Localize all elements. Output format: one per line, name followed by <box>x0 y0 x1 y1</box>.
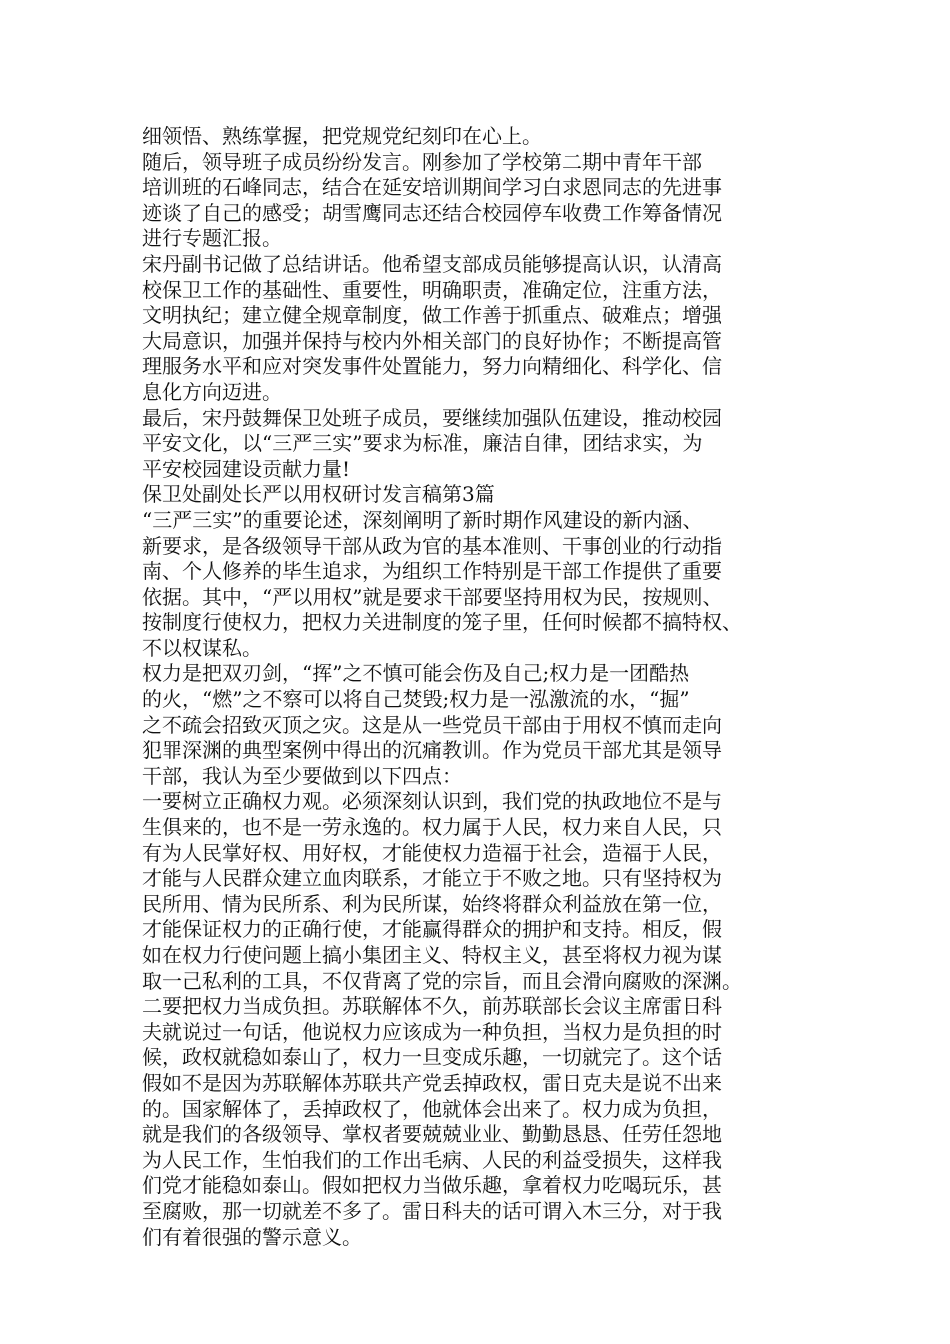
text-line: 细领悟、熟练掌握，把党规党纪刻印在心上。 <box>142 124 542 148</box>
text-line: 才能与人民群众建立血肉联系，才能立于不败之地。只有坚持权为 <box>142 866 722 891</box>
text-line: 迹谈了自己的感受；胡雪鹰同志还结合校园停车收费工作筹备情况 <box>142 200 722 225</box>
text-line: 大局意识，加强并保持与校内外相关部门的良好协作；不断提高管 <box>142 328 722 353</box>
text-line: 文明执纪；建立健全规章制度，做工作善于抓重点、破难点；增强 <box>142 303 722 328</box>
text-line: 宋丹副书记做了总结讲话。他希望支部成员能够提高认识，认清高 <box>142 251 722 276</box>
text-line: 校保卫工作的基础性、重要性，明确职责，准确定位，注重方法， <box>142 277 722 302</box>
text-line: 平安校园建设贡献力量! <box>142 456 351 481</box>
text-line: 培训班的石峰同志，结合在延安培训期间学习白求恩同志的先进事 <box>142 175 722 200</box>
text-line: 至腐败，那一切就差不多了。雷日科夫的话可谓入木三分，对于我 <box>142 1198 722 1223</box>
text-line: 最后，宋丹鼓舞保卫处班子成员，要继续加强队伍建设，推动校园 <box>142 405 722 430</box>
text-line: 犯罪深渊的典型案例中得出的沉痛教训。作为党员干部尤其是领导 <box>142 738 722 763</box>
text-line: 有为人民掌好权、用好权，才能使权力造福于社会，造福于人民， <box>142 840 722 865</box>
text-line: 民所用、情为民所系、利为民所谋，始终将群众利益放在第一位， <box>142 891 722 916</box>
text-line: 就是我们的各级领导、掌权者要兢兢业业、勤勤恳恳、任劳任怨地 <box>142 1122 722 1147</box>
text-line: 们有着很强的警示意义。 <box>142 1224 362 1249</box>
text-line: 之不疏会招致灭顶之灾。这是从一些党员干部由于用权不慎而走向 <box>142 712 722 737</box>
text-line: 生俱来的，也不是一劳永逸的。权力属于人民，权力来自人民，只 <box>142 815 722 840</box>
text-line: 保卫处副处长严以用权研讨发言稿第3篇 <box>142 482 495 507</box>
text-line: 干部，我认为至少要做到以下四点： <box>142 763 462 788</box>
text-line: 息化方向迈进。 <box>142 379 282 404</box>
text-line: 理服务水平和应对突发事件处置能力，努力向精细化、科学化、信 <box>142 354 722 379</box>
text-line: 依据。其中，“严以用权”就是要求干部要坚持用权为民，按规则、 <box>142 584 723 609</box>
text-line: 新要求，是各级领导干部从政为官的基本准则、干事创业的行动指 <box>142 533 722 558</box>
text-line: 按制度行使权力，把权力关进制度的笼子里，任何时候都不搞特权、 <box>142 610 742 635</box>
text-line: 假如不是因为苏联解体苏联共产党丢掉政权，雷日克夫是说不出来 <box>142 1070 722 1095</box>
text-line: 取一己私利的工具，不仅背离了党的宗旨，而且会滑向腐败的深渊。 <box>142 968 742 993</box>
text-line: 候，政权就稳如泰山了，权力一旦变成乐趣，一切就完了。这个话 <box>142 1045 722 1070</box>
text-line: 随后，领导班子成员纷纷发言。刚参加了学校第二期中青年干部 <box>142 149 702 174</box>
text-line: 的火，“燃”之不察可以将自己焚毁;权力是一泓激流的水，“掘” <box>142 687 690 712</box>
text-line: 才能保证权力的正确行使，才能赢得群众的拥护和支持。相反，假 <box>142 917 722 942</box>
text-line: 南、个人修养的毕生追求，为组织工作特别是干部工作提供了重要 <box>142 559 722 584</box>
text-line: 夫就说过一句话，他说权力应该成为一种负担，当权力是负担的时 <box>142 1019 722 1044</box>
text-line: 权力是把双刃剑，“挥”之不慎可能会伤及自己;权力是一团酷热 <box>142 661 690 686</box>
text-line: 二要把权力当成负担。苏联解体不久，前苏联部长会议主席雷日科 <box>142 994 722 1019</box>
text-line: 一要树立正确权力观。必须深刻认识到，我们党的执政地位不是与 <box>142 789 722 814</box>
text-line: 的。国家解体了，丢掉政权了，他就体会出来了。权力成为负担， <box>142 1096 722 1121</box>
text-line: “三严三实”的重要论述，深刻阐明了新时期作风建设的新内涵、 <box>142 507 703 532</box>
text-line: 如在权力行使问题上搞小集团主义、特权主义，甚至将权力视为谋 <box>142 943 722 967</box>
text-line: 进行专题汇报。 <box>142 226 282 251</box>
text-line: 为人民工作，生怕我们的工作出毛病、人民的利益受损失，这样我 <box>142 1147 722 1172</box>
text-line: 们党才能稳如泰山。假如把权力当做乐趣，拿着权力吃喝玩乐，甚 <box>142 1173 722 1198</box>
text-line: 不以权谋私。 <box>142 635 262 660</box>
document-body <box>142 124 810 1250</box>
text-line: 平安文化，以“三严三实”要求为标准，廉洁自律，团结求实，为 <box>142 431 703 456</box>
